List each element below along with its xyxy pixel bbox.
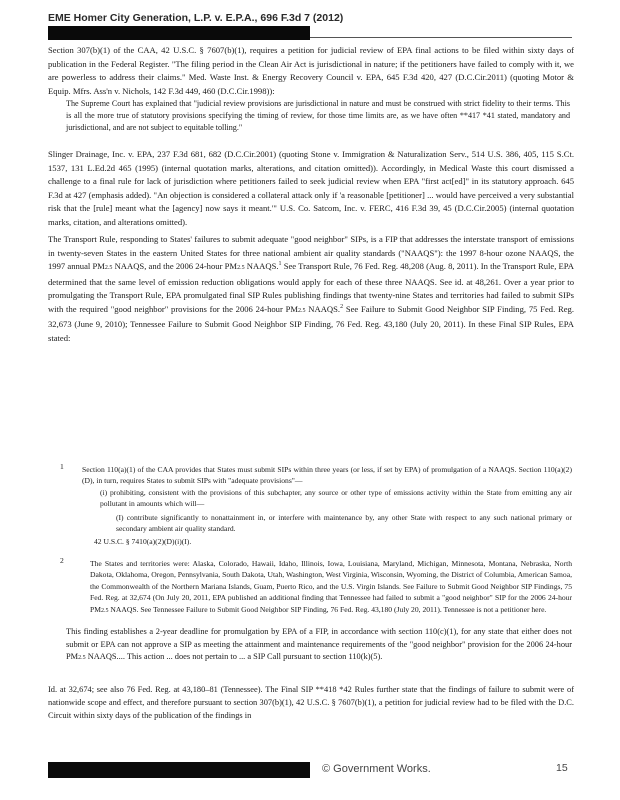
header-rule (310, 37, 572, 38)
footnote-2-text-a: The States and territories were: Alaska, Colorado, Hawaii, Idaho, Illinois, Iowa, Louisiana, Maryland, Michigan, Minnesota, Montana, Nebraska, North Dakota, Oklahoma, Oregon, Pennsylvania, South Dakota, Utah, Washington, West Virginia, Wisconsin, Wyoming, the District of Columbia, American Samoa, the Commonwealth of the Northern Mariana Islands, Guam, Puerto Rico, and the U.S. Virgin Islands. See Failure to Submit Good Neighbor SIP Findings, 75 Fed. Reg. at 32,674 (On July 20, 2011, EPA published an additional finding that Tennessee had failed to submit a "good neighbor" SIP for the 2006 24-hour PM (90, 559, 572, 614)
paragraph-slinger-drainage: Slinger Drainage, Inc. v. EPA, 237 F.3d 681, 682 (D.C.Cir.2001) (quoting Stone v. Immigration & Naturalization Serv., 514 U.S. 386, 405, 115 S.Ct. 1537, 131 L.Ed.2d 465 (1995) (internal quotation marks, alterations, and citation omitted)). Accordingly, in Medical Waste this court dismissed a challenge to a final rule for lack of jurisdiction where petitioners failed to seek judicial review when EPA "first act[ed]" in its statutory approach. 645 F.3d at 427 (emphasis added). "An objection is considered a collateral attack only if 'a reasonable [petitioner] ... would have perceived a very substantial risk that the [rule] meant what the [agency] now says it meant.'" U.S. Co. Satcom, Inc. v. FERC, 416 F.3d 39, 45 (D.C.Cir.2005) (internal quotation marks, citation, and alterations omitted). (48, 149, 574, 227)
pm-subscript: 2.5 (237, 265, 245, 271)
footnote-1-citation: 42 U.S.C. § 7410(a)(2)(D)(i)(I). (94, 537, 192, 546)
header-redaction-bar (48, 26, 310, 40)
pm-subscript: 2.5 (298, 307, 306, 314)
page-header-title: EME Homer City Generation, L.P. v. E.P.A., 696 F.3d 7 (2012) (48, 12, 344, 24)
footnote-1-clause-I: (I) contribute significantly to nonattainment in, or interfere with maintenance by, any other State with respect to any such national primary or secondary ambient air quality standard. (116, 513, 572, 534)
final-sip-quote-text-a: This finding establishes a 2-year deadline for promulgation by EPA of a FIP, in accordance with section 110(c)(1), for any state that either does not submit or EPA can not approve a SIP as meeting the attainment and maintenance requirements of the "good neighbor" provision for the 2006 24-hour PM (66, 627, 572, 661)
footnote-2-text-b: NAAQS. See Tennessee Failure to Submit Good Neighbor SIP Finding, 76 Fed. Reg. 43,180 (July 20, 2011). Tennessee is not a petitioner here. (108, 604, 547, 614)
transport-rule-text-d: See Transport Rule, 76 Fed. Reg. 48,208 (Aug. 8, 2011). In the Transport Rule, EPA determined that the same level of emission reduction obligations would apply for each of these three NAAQS. See id. at 48,261. Over a year prior to promulgating the Transport Rule, EPA promulgated final SIP Rules publishing findings that twenty-nine States and territories had failed to submit SIPs with the required "good neighbor" provisions for the 2006 24-hour PM (48, 261, 575, 314)
footnote-2-text (90, 558, 572, 617)
block-quote-supreme-court: The Supreme Court has explained that "judicial review provisions are jurisdictional in nature and must be construed with strict fidelity to their terms. This is all the more true of statutory provisions specifying the timing of review, for those time limits are, as we have often **417 *41 stated, mandatory and jurisdictional, and are not subject to equitable tolling." (66, 99, 570, 132)
footnote-1-text: Section 110(a)(1) of the CAA provides that States must submit SIPs within three years (or less, if set by EPA) of promulgation of a NAAQS. Section 110(a)(2)(D), in turn, requires States to submit SIPs with "adequate provisions"— (82, 465, 572, 486)
pm-subscript: 2.5 (104, 265, 113, 271)
footnote-1-clause-i: (i) prohibiting, consistent with the provisions of this subchapter, any source or other type of emissions activity within the State from emitting any air pollutant in amounts which will— (100, 488, 572, 509)
footnote-ref-1[interactable]: 1 (278, 261, 282, 268)
block-quote-final-sip-rules (66, 626, 572, 665)
transport-rule-text-f: See Failure to Submit Good Neighbor SIP Finding, 75 Fed. Reg. 32,673 (June 9, 2010); Tennessee Failure to Submit Good Neighbor SIP Finding, 76 Fed. Reg. 43,180 (July 20, 2011). In these Final SIP Rules, EPA stated: (48, 303, 574, 343)
footnote-ref-2[interactable]: 2 (340, 303, 344, 310)
pm-subscript: 2.5 (100, 607, 109, 614)
transport-rule-text-b: NAAQS, and the 2006 24-hour PM (112, 261, 238, 271)
transport-rule-text-c: NAAQS. (244, 261, 279, 271)
paragraph-transport-rule (48, 233, 574, 345)
pm-subscript: 2.5 (78, 655, 86, 661)
final-sip-quote-text-b: NAAQS.... This action ... does not pertain to ... a SIP Call pursuant to section 110(k)(5). (85, 652, 383, 661)
transport-rule-text-e: NAAQS. (305, 303, 341, 314)
footnote-2-number: 2 (60, 556, 64, 565)
footer-redaction-bar (48, 762, 310, 778)
paragraph-jurisdiction: Section 307(b)(1) of the CAA, 42 U.S.C. § 7607(b)(1), requires a petition for judicial review of EPA final actions to be filed within sixty days of publication in the Federal Register. "The filing period in the Clean Air Act is jurisdictional in nature; if the petitioners have failed to comply with it, we are powerless to address their claims." Med. Waste Inst. & Energy Recovery Council v. EPA, 645 F.3d 420, 427 (D.C.Cir.2011) (quoting Motor & Equip. Mfrs. Ass'n v. Nichols, 142 F.3d 449, 460 (D.C.Cir.1998)): (48, 45, 574, 96)
footnote-1-number: 1 (60, 462, 64, 471)
footer-copyright: © Government Works. (322, 763, 431, 775)
paragraph-final-sip-rules: Id. at 32,674; see also 76 Fed. Reg. at 43,180–81 (Tennessee). The Final SIP **418 *42 Rules further state that the findings of failure to submit were of nationwide scope and effect, and therefore pursuant to section 307(b)(1), 42 U.S.C. § 7607(b)(1), a petition for judicial review had to be filed with the D.C. Circuit within sixty days of the publication of the findings in (48, 685, 574, 720)
transport-rule-text-a: The Transport Rule, responding to States' failures to submit adequate "good neighbor" SIPs, is a FIP that addresses the interstate transport of emissions in twenty-seven States in the eastern United States for three national ambient air quality standards ("NAAQS"): the 1997 8-hour ozone NAAQS, the 1997 annual PM (48, 234, 574, 271)
page-number: 15 (556, 762, 568, 774)
